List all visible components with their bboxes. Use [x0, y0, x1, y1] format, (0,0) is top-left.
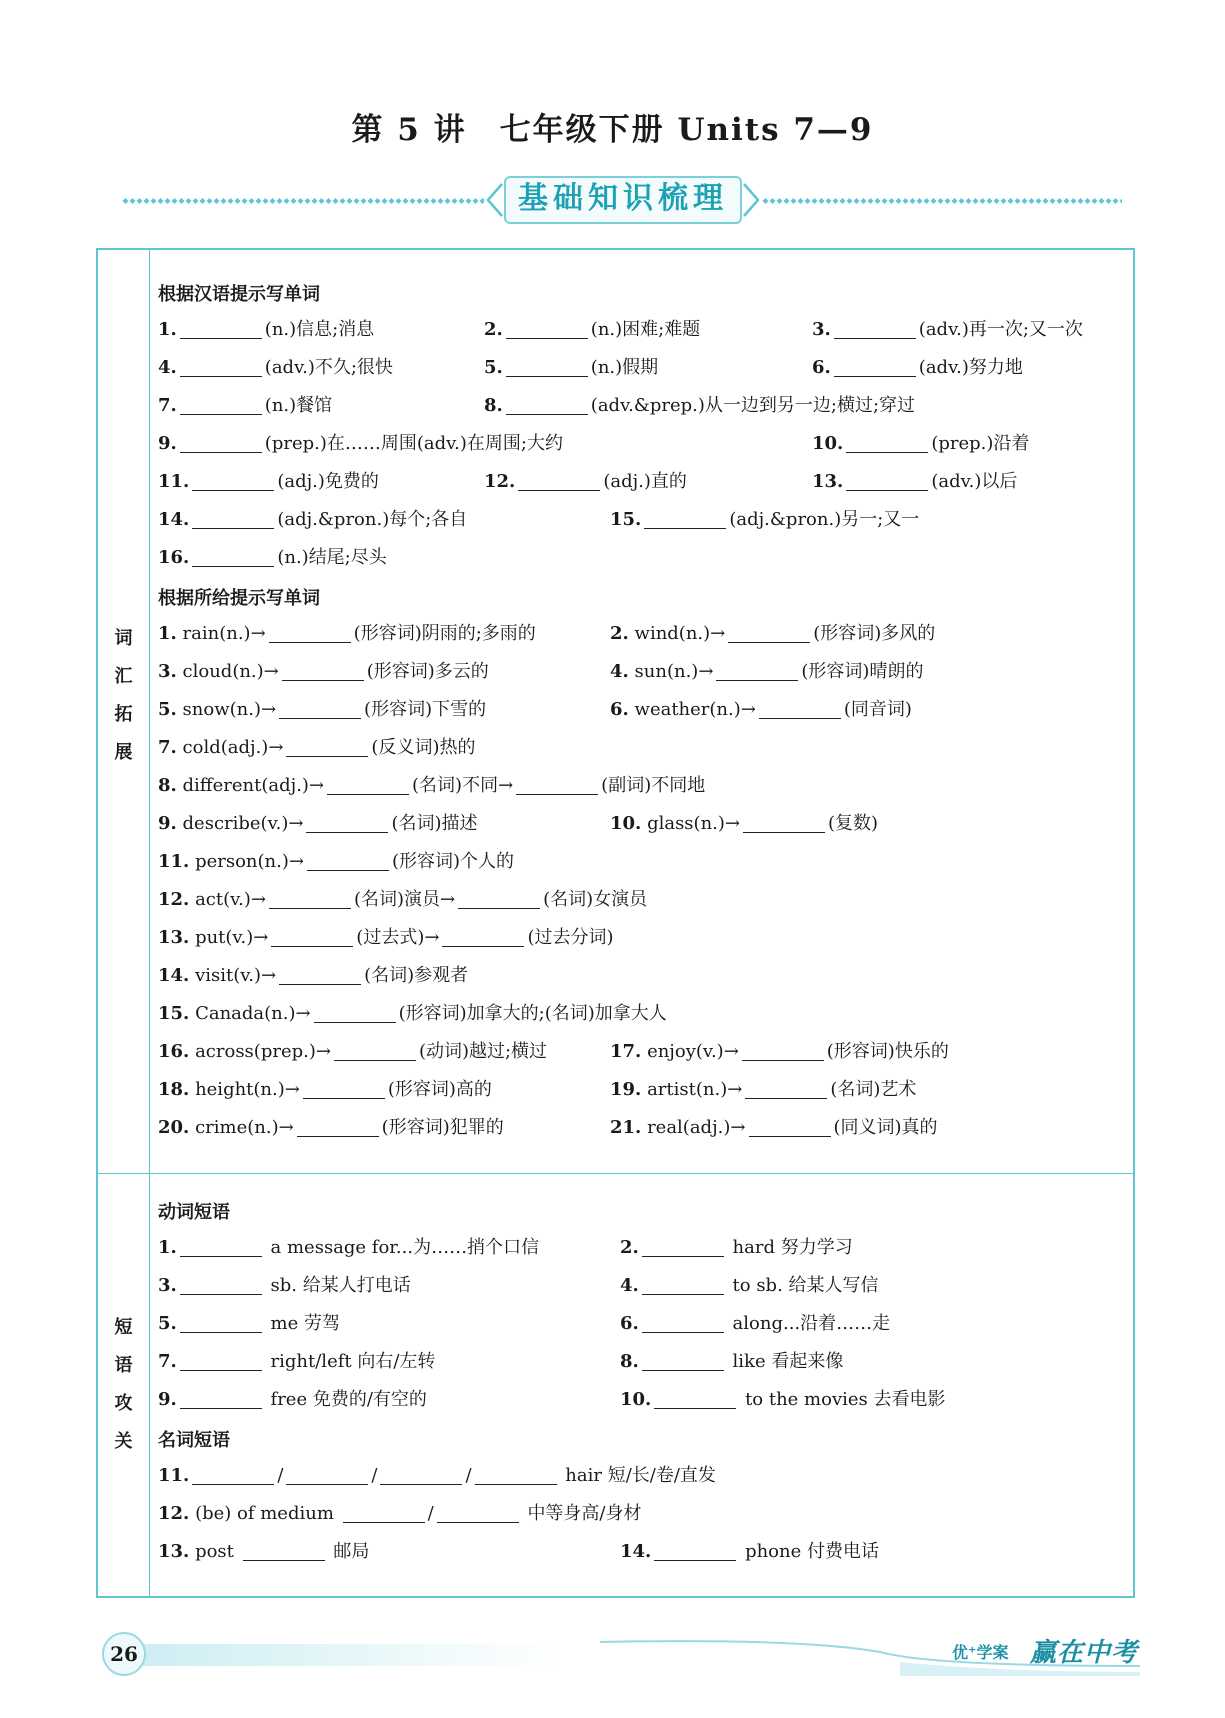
- list-item: 15. (adj.&pron.)另一;又一: [610, 509, 920, 530]
- answer-blank[interactable]: [654, 1390, 736, 1409]
- answer-blank[interactable]: [180, 1314, 262, 1333]
- answer-blank[interactable]: [180, 320, 262, 339]
- page-title: 第 5 讲 七年级下册 Units 7—9: [351, 112, 874, 148]
- answer-blank[interactable]: [642, 1314, 724, 1333]
- vocabulary-side-label: 词 汇 拓 展: [114, 628, 133, 763]
- answer-blank[interactable]: [282, 662, 364, 681]
- list-item: 8. (adv.&prep.)从一边到另一边;横过;穿过: [484, 395, 916, 416]
- list-item: 5. (n.)假期: [484, 357, 659, 378]
- answer-blank[interactable]: [180, 1390, 262, 1409]
- list-item: 3. (adv.)再一次;又一次: [812, 319, 1083, 340]
- list-item: 13. post 邮局: [158, 1541, 370, 1562]
- frame-divider-horizontal: [98, 1173, 1133, 1174]
- answer-blank[interactable]: [269, 624, 351, 643]
- list-item: 17. enjoy(v.)→ (形容词)快乐的: [610, 1041, 949, 1062]
- list-item: 9. free 免费的/有空的: [158, 1389, 427, 1410]
- answer-blank[interactable]: [743, 814, 825, 833]
- answer-blank[interactable]: [307, 852, 389, 871]
- answer-blank[interactable]: [437, 1504, 519, 1523]
- list-item: 9. (prep.)在……周围(adv.)在周围;大约: [158, 433, 563, 454]
- footer-gradient-bar: [140, 1644, 560, 1666]
- list-item: 21. real(adj.)→ (同义词)真的: [610, 1117, 938, 1138]
- list-item: 7. right/left 向右/左转: [158, 1351, 436, 1372]
- heading-verb-phrases: 动词短语: [158, 1202, 230, 1223]
- list-item: 4. (adv.)不久;很快: [158, 357, 393, 378]
- list-item: 10. glass(n.)→ (复数): [610, 813, 879, 834]
- list-item: 9. describe(v.)→ (名词)描述: [158, 813, 478, 834]
- list-item: 3. sb. 给某人打电话: [158, 1275, 411, 1296]
- answer-blank[interactable]: [286, 1466, 368, 1485]
- answer-blank[interactable]: [279, 700, 361, 719]
- heading-given-hint: 根据所给提示写单词: [158, 588, 320, 609]
- answer-blank[interactable]: [642, 1276, 724, 1295]
- list-item: 12. (be) of medium / 中等身高/身材: [158, 1503, 642, 1524]
- answer-blank[interactable]: [192, 510, 274, 529]
- list-item: 1. rain(n.)→ (形容词)阴雨的;多雨的: [158, 623, 536, 644]
- list-item: 11. (adj.)免费的: [158, 471, 379, 492]
- list-item: 1. (n.)信息;消息: [158, 319, 375, 340]
- list-item: 10. (prep.)沿着: [812, 433, 1030, 454]
- list-item: 6. (adv.)努力地: [812, 357, 1023, 378]
- list-item: 5. me 劳驾: [158, 1313, 340, 1334]
- list-item: 13. (adv.)以后: [812, 471, 1018, 492]
- answer-blank[interactable]: [192, 548, 274, 567]
- list-item: 14. phone 付费电话: [620, 1541, 879, 1562]
- answer-blank[interactable]: [314, 1004, 396, 1023]
- answer-blank[interactable]: [180, 358, 262, 377]
- list-item: 3. cloud(n.)→ (形容词)多云的: [158, 661, 489, 682]
- list-item: 14. (adj.&pron.)每个;各自: [158, 509, 468, 530]
- answer-blank[interactable]: [516, 776, 598, 795]
- answer-blank[interactable]: [654, 1542, 736, 1561]
- brand-logo-small: 优⁺学案: [952, 1643, 1009, 1662]
- answer-blank[interactable]: [243, 1542, 325, 1561]
- list-item: 14. visit(v.)→ (名词)参观者: [158, 965, 469, 986]
- answer-blank[interactable]: [716, 662, 798, 681]
- answer-blank[interactable]: [180, 1238, 262, 1257]
- answer-blank[interactable]: [846, 434, 928, 453]
- answer-blank[interactable]: [644, 510, 726, 529]
- answer-blank[interactable]: [458, 890, 540, 909]
- list-item: 16. (n.)结尾;尽头: [158, 547, 387, 568]
- page-footer: [100, 1628, 1140, 1684]
- answer-blank[interactable]: [271, 928, 353, 947]
- list-item: 4. to sb. 给某人写信: [620, 1275, 879, 1296]
- chevron-right-icon: [742, 182, 762, 218]
- frame-divider-vertical: [149, 250, 150, 1596]
- answer-blank[interactable]: [442, 928, 524, 947]
- answer-blank[interactable]: [742, 1042, 824, 1061]
- list-item: 2. hard 努力学习: [620, 1237, 853, 1258]
- answer-blank[interactable]: [297, 1118, 379, 1137]
- list-item: 11. person(n.)→ (形容词)个人的: [158, 851, 514, 872]
- list-item: 6. weather(n.)→ (同音词): [610, 699, 912, 720]
- heading-chinese-hint: 根据汉语提示写单词: [158, 284, 320, 305]
- answer-blank[interactable]: [180, 1276, 262, 1295]
- answer-blank[interactable]: [506, 396, 588, 415]
- answer-blank[interactable]: [286, 738, 368, 757]
- answer-blank[interactable]: [518, 472, 600, 491]
- list-item: 15. Canada(n.)→ (形容词)加拿大的;(名词)加拿大人: [158, 1003, 667, 1024]
- list-item: 2. (n.)困难;难题: [484, 319, 701, 340]
- list-item: 19. artist(n.)→ (名词)艺术: [610, 1079, 917, 1100]
- list-item: 12. act(v.)→ (名词)演员→ (名词)女演员: [158, 889, 648, 910]
- page-number: 26: [102, 1632, 146, 1676]
- answer-blank[interactable]: [343, 1504, 425, 1523]
- list-item: 7. cold(adj.)→ (反义词)热的: [158, 737, 476, 758]
- list-item: 1. a message for...为……捎个口信: [158, 1237, 540, 1258]
- dotted-ornament-left: [122, 198, 484, 204]
- list-item: 13. put(v.)→ (过去式)→ (过去分词): [158, 927, 614, 948]
- list-item: 8. different(adj.)→ (名词)不同→ (副词)不同地: [158, 775, 706, 796]
- list-item: 6. along...沿着……走: [620, 1313, 891, 1334]
- section-banner: [122, 172, 1122, 228]
- list-item: 18. height(n.)→ (形容词)高的: [158, 1079, 492, 1100]
- list-item: 4. sun(n.)→ (形容词)晴朗的: [610, 661, 924, 682]
- list-item: 12. (adj.)直的: [484, 471, 687, 492]
- answer-blank[interactable]: [642, 1352, 724, 1371]
- answer-blank[interactable]: [846, 472, 928, 491]
- answer-blank[interactable]: [334, 1042, 416, 1061]
- answer-blank[interactable]: [642, 1238, 724, 1257]
- answer-blank[interactable]: [327, 776, 409, 795]
- chevron-left-icon: [484, 182, 504, 218]
- list-item: 11. / / / hair 短/长/卷/直发: [158, 1465, 716, 1486]
- dotted-ornament-right: [762, 198, 1122, 204]
- answer-blank[interactable]: [834, 358, 916, 377]
- list-item: 10. to the movies 去看电影: [620, 1389, 946, 1410]
- answer-blank[interactable]: [506, 320, 588, 339]
- answer-blank[interactable]: [834, 320, 916, 339]
- answer-blank[interactable]: [380, 1466, 462, 1485]
- answer-blank[interactable]: [269, 890, 351, 909]
- phrases-side-label: 短 语 攻 关: [114, 1317, 133, 1452]
- list-item: 5. snow(n.)→ (形容词)下雪的: [158, 699, 487, 720]
- answer-blank[interactable]: [192, 1466, 274, 1485]
- answer-blank[interactable]: [180, 434, 262, 453]
- answer-blank[interactable]: [728, 624, 810, 643]
- list-item: 2. wind(n.)→ (形容词)多风的: [610, 623, 936, 644]
- answer-blank[interactable]: [759, 700, 841, 719]
- list-item: 20. crime(n.)→ (形容词)犯罪的: [158, 1117, 504, 1138]
- answer-blank[interactable]: [303, 1080, 385, 1099]
- answer-blank[interactable]: [180, 396, 262, 415]
- answer-blank[interactable]: [279, 966, 361, 985]
- answer-blank[interactable]: [475, 1466, 557, 1485]
- answer-blank[interactable]: [506, 358, 588, 377]
- answer-blank[interactable]: [749, 1118, 831, 1137]
- banner-label: 基础知识梳理: [504, 176, 742, 224]
- answer-blank[interactable]: [192, 472, 274, 491]
- list-item: 7. (n.)餐馆: [158, 395, 333, 416]
- brand-logo: 赢在中考: [1030, 1638, 1139, 1668]
- answer-blank[interactable]: [180, 1352, 262, 1371]
- list-item: 8. like 看起来像: [620, 1351, 844, 1372]
- answer-blank[interactable]: [306, 814, 388, 833]
- answer-blank[interactable]: [745, 1080, 827, 1099]
- heading-noun-phrases: 名词短语: [158, 1430, 230, 1451]
- list-item: 16. across(prep.)→ (动词)越过;横过: [158, 1041, 548, 1062]
